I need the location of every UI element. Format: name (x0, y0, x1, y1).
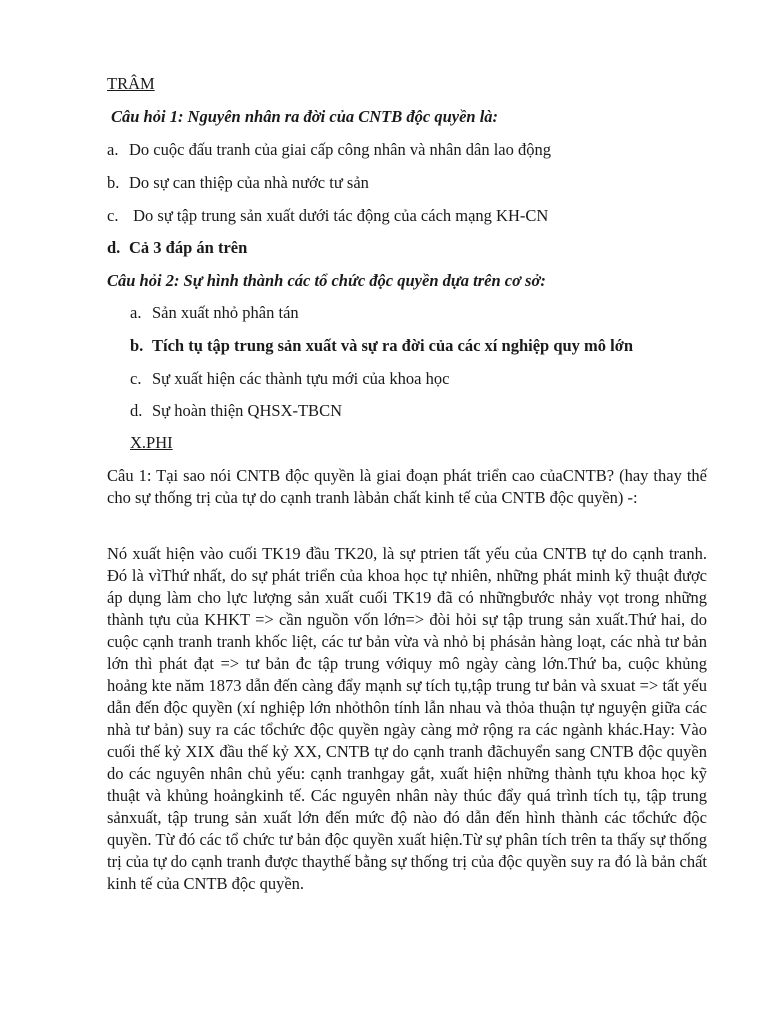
heading-xphi: X.PHI (130, 433, 173, 452)
q2-option-b-correct (130, 335, 633, 357)
option-marker: a. (107, 140, 119, 159)
q1-option-d-correct (107, 237, 247, 259)
option-text: Do sự tập trung sản xuất dưới tác động của cách mạng KH-CN (129, 206, 549, 225)
option-text: Tích tụ tập trung sản xuất và sự ra đời của các xí nghiệp quy mô lớn (152, 336, 634, 355)
question-1-title: Câu hỏi 1: Nguyên nhân ra đời của CNTB độc quyền là: (111, 107, 499, 126)
q2-option-a (130, 302, 299, 324)
question-3-text: Câu 1: Tại sao nói CNTB độc quyền là giai đoạn phát triển cao củaCNTB? (hay thay thế cho sự thống trị của tự do cạnh tranh làbản chất kinh tế của CNTB độc quyền) -: (107, 466, 707, 507)
option-text: Sự hoàn thiện QHSX-TBCN (152, 401, 342, 420)
option-text: Sự xuất hiện các thành tựu mới của khoa học (152, 369, 450, 388)
option-text: Do sự can thiệp của nhà nước tư sản (129, 173, 369, 192)
q1-option-a (107, 139, 551, 161)
option-marker: b. (130, 336, 144, 355)
option-marker: c. (107, 206, 119, 225)
option-marker: d. (130, 401, 143, 420)
heading-tram: TRÂM (107, 74, 155, 93)
option-marker: d. (107, 238, 121, 257)
q2-option-d (130, 400, 342, 422)
option-text: Do cuộc đấu tranh của giai cấp công nhân và nhân dân lao động (129, 140, 551, 159)
option-marker: b. (107, 173, 120, 192)
q2-option-c (130, 368, 449, 390)
option-text: Sản xuất nhỏ phân tán (152, 303, 299, 322)
option-text: Cả 3 đáp án trên (129, 238, 248, 257)
option-marker: a. (130, 303, 142, 322)
question-2-title: Câu hỏi 2: Sự hình thành các tổ chức độc quyền dựa trên cơ sở: (107, 271, 546, 290)
q1-option-b (107, 172, 369, 194)
option-marker: c. (130, 369, 142, 388)
answer-3-paragraph: Nó xuất hiện vào cuối TK19 đầu TK20, là sự ptrien tất yếu của CNTB tự do cạnh tranh. Đó là vìThứ nhất, do sự phát triển của khoa học tự nhiên, những phát minh kỹ thuật được áp dụng làm cho lực lượng sản xuất cuối TK19 đã có nhữngbước nhảy vọt trong những thành tựu của KHKT => cần nguồn vốn lớn=> đòi hỏi sự tập trung sản xuất.Thứ hai, do cuộc cạnh tranh tranh khốc liệt, các tư bản vừa và nhỏ bị phásản hàng loạt, các nhà tư bản lớn thì phát đạt => tư bản đc tập trung vớiquy mô ngày càng lớn.Thứ ba, cuộc khủng hoảng kte năm 1873 dẫn đến càng đẩy mạnh sự tích tụ,tập trung tư bản và sxuat => tất yếu dẫn đến độc quyền (xí nghiệp lớn nhỏthôn tính lẫn nhau và thỏa thuận tự nguyện giữa các nhà tư bản) suy ra các tổchức độc quyền ngày càng mở rộng ra các ngành khác.Hay: Vào cuối thế kỷ XIX đầu thế kỷ XX, CNTB tự do cạnh tranh đãchuyển sang CNTB độc quyền do các nguyên nhân chủ yếu: cạnh tranhgay gắt, xuất hiện những thành tựu khoa học kỹ thuật và khủng hoảngkinh tế. Các nguyên nhân này thúc đẩy quá trình tích tụ, tập trung sảnxuất, tập trung sản xuất lớn đến mức độ nào đó dẫn đến hình thành các tổchức độc quyền. Từ đó các tổ chức tư bản độc quyền xuất hiện.Từ sự phân tích trên ta thấy sự thống trị của tự do cạnh tranh được thaythế bằng sự thống trị của độc quyền suy ra đó là bản chất kinh tế của CNTB độc quyền. (107, 544, 707, 893)
q1-option-c (107, 205, 548, 227)
